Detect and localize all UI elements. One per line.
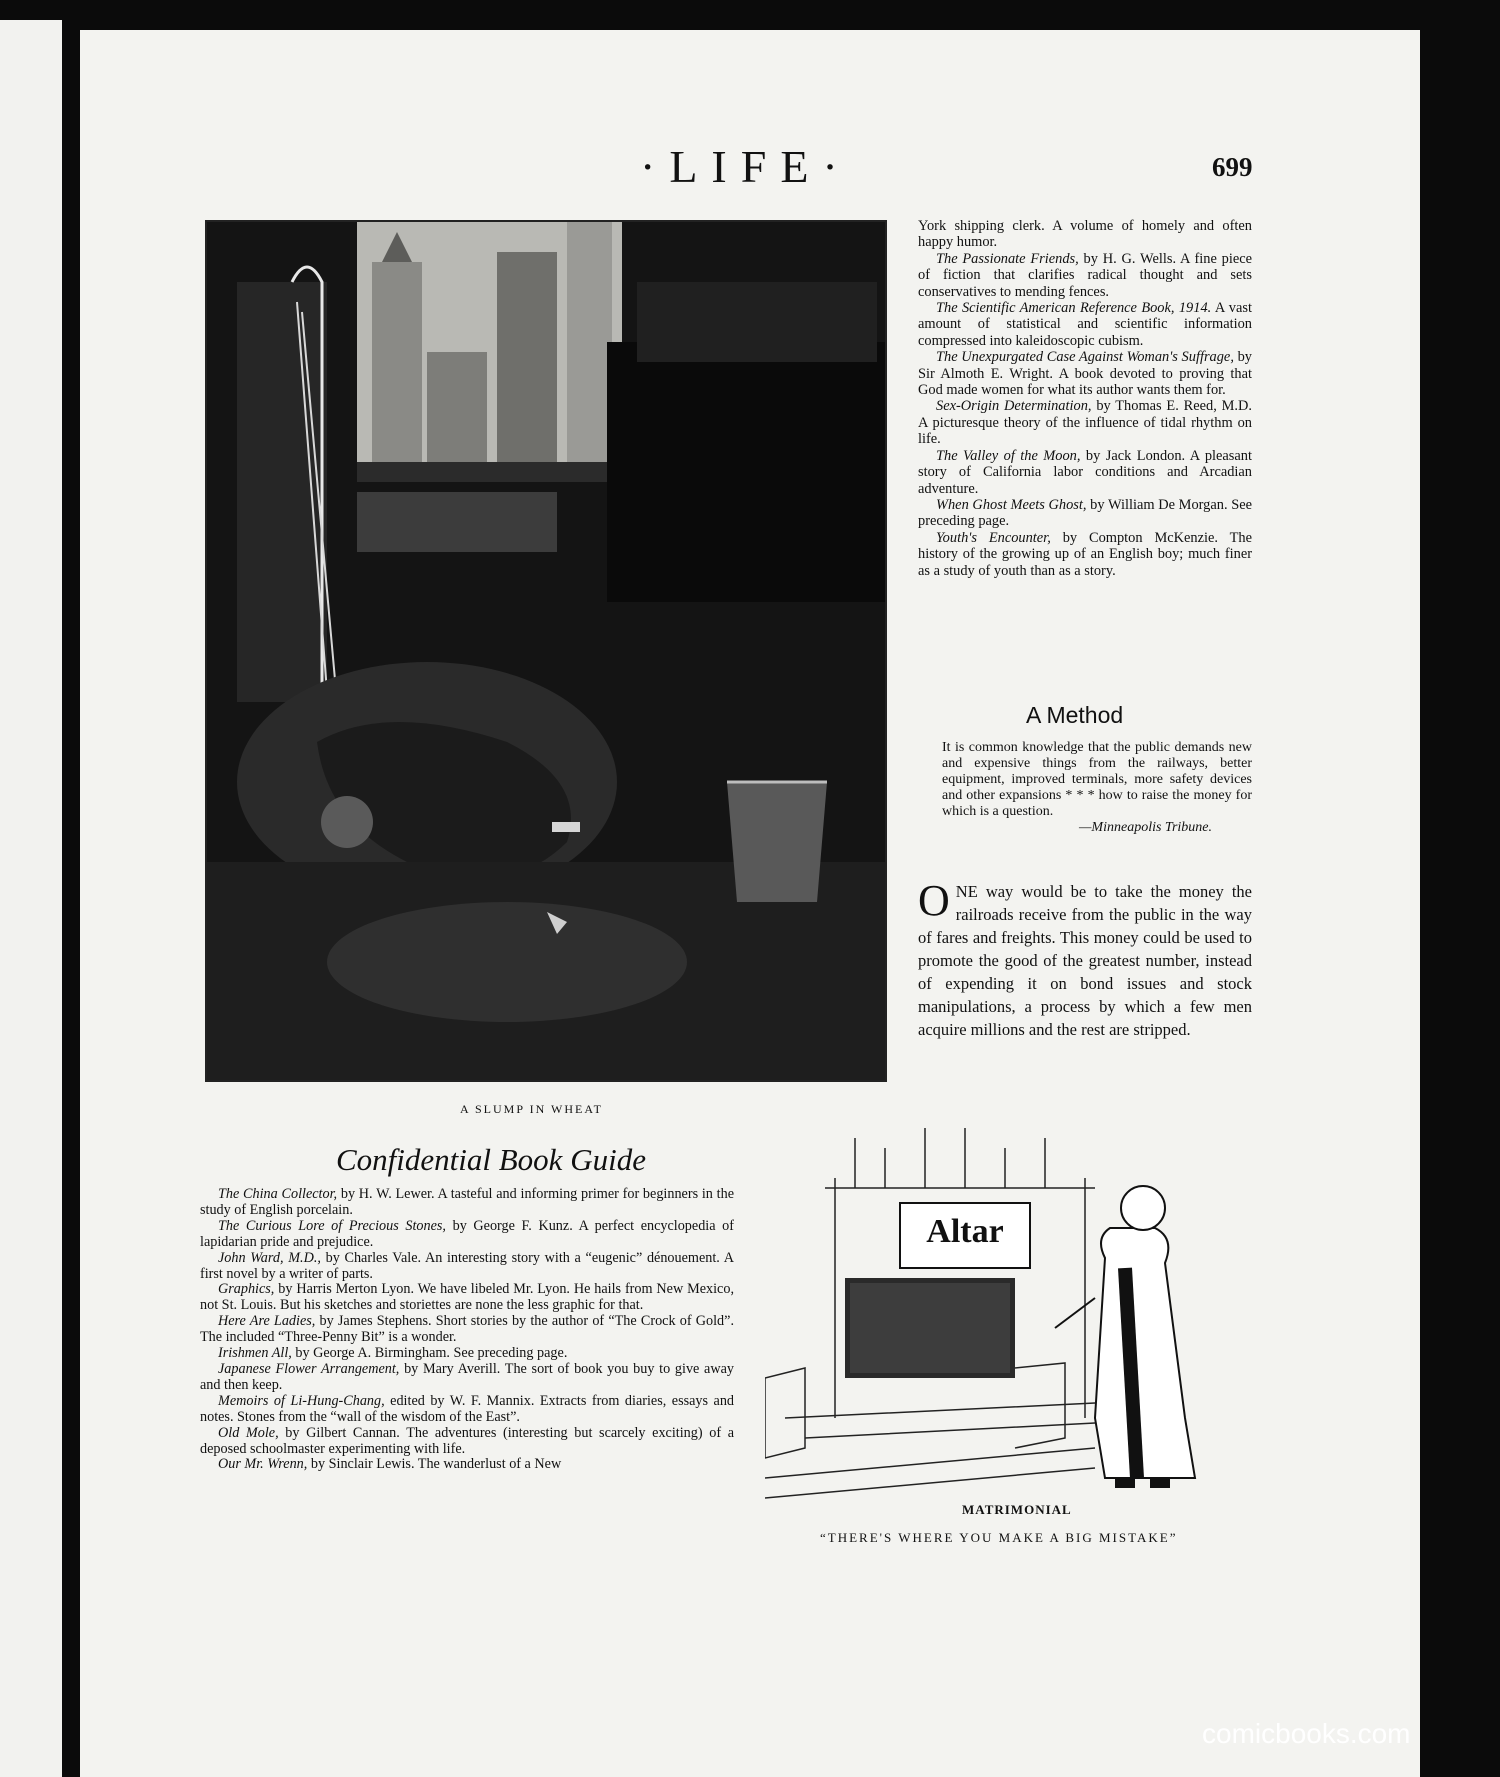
list-item: Youth's Encounter, by Compton McKenzie. The history of the growing up of an English boy; much finer as a study of youth than as a story. [918, 529, 1252, 579]
list-item: Irishmen All, by George A. Birmingham. See preceding page. [218, 1345, 568, 1362]
right-column-book-list [918, 218, 1252, 579]
list-item: The Valley of the Moon, by Jack London. A pleasant story of California labor conditions and Arcadian adventure. [918, 447, 1252, 497]
quote-text: It is common knowledge that the public demands new and expensive things from the railways, better equipment, improved terminals, more safety devices and other expansions * * * how to raise the money for which is a question. [942, 740, 1252, 819]
illustration-drawing [207, 222, 885, 1080]
list-item: The China Collector, by H. W. Lewer. A tasteful and informing primer for beginners in the study of English porcelain. [200, 1186, 735, 1218]
cartoon-caption-quote: “THERE'S WHERE YOU MAKE A BIG MISTAKE” [820, 1530, 1178, 1545]
cartoon-drawing [765, 1118, 1255, 1520]
masthead-title: ·LIFE· [640, 141, 852, 192]
list-item: The Curious Lore of Precious Stones, by George F. Kunz. A perfect encyclopedia of lapidarian pride and prejudice. [200, 1217, 734, 1250]
list-item: The Passionate Friends, by H. G. Wells. A fine piece of fiction that clarifies radical thought and sets conservatives to mending fences. [918, 250, 1252, 300]
list-item: Graphics, by Harris Merton Lyon. We have libeled Mr. Lyon. He hails from New Mexico, not St. Louis. But his sketches and storiettes are none the less graphic for that. [200, 1281, 734, 1314]
quote-source: —Minneapolis Tribune. [1078, 820, 1212, 835]
list-item: Memoirs of Li-Hung-Chang, edited by W. F. Mannix. Extracts from diaries, essays and notes. Stones from the “wall of the wisdom of the East”. [200, 1392, 735, 1425]
drop-cap: O [918, 876, 950, 925]
illustration-slump-in-wheat [205, 220, 887, 1082]
page-number: 699 [1212, 152, 1253, 182]
list-item: Sex-Origin Determination, by Thomas E. Reed, M.D. A picturesque theory of the influence of tidal rhythm on life. [918, 398, 1252, 448]
list-item: John Ward, M.D., by Charles Vale. An interesting story with a “eugenic” dénouement. A first novel by a writer of parts. [200, 1249, 734, 1282]
method-quote [942, 740, 1252, 836]
altar-sign: Altar [926, 1213, 1004, 1250]
book-guide-heading: Confidential Book Guide [336, 1142, 646, 1177]
cartoon-matrimonial [765, 1118, 1255, 1520]
list-item: Japanese Flower Arrangement, by Mary Averill. The sort of book you buy to give away and then keep. [200, 1360, 734, 1393]
list-item: When Ghost Meets Ghost, by William De Morgan. See preceding page. [918, 496, 1253, 530]
method-body-text: NE way would be to take the money the railroads receive from the public in the way of fares and freights. This money could be used to promote the good of the greatest number, instead of expending it on bond issues and stock manipulations, a process by which a few men acquire millions and the rest are stripped. [918, 882, 1252, 1039]
method-body [918, 876, 1252, 1041]
watermark: comicbooks.com [1202, 1718, 1411, 1749]
list-item: Our Mr. Wrenn, by Sinclair Lewis. The wanderlust of a New [218, 1456, 562, 1473]
method-heading: A Method [1026, 702, 1124, 728]
book-guide-list [200, 1187, 734, 1473]
cartoon-caption-title: MATRIMONIAL [962, 1502, 1072, 1517]
list-item: Old Mole, by Gilbert Cannan. The adventures (interesting but scarcely exciting) of a deposed schoolmaster experimenting with life. [200, 1424, 734, 1457]
list-item: Here Are Ladies, by James Stephens. Short stories by the author of “The Crock of Gold”. The included “Three-Penny Bit” is a wonder. [200, 1313, 734, 1346]
facing-page-edge [0, 20, 62, 1777]
list-item: The Scientific American Reference Book, 1914. A vast amount of statistical and scientific information compressed into kaleidoscopic cubism. [918, 300, 1252, 349]
list-item: York shipping clerk. A volume of homely and often happy humor. [918, 218, 1252, 251]
list-item: The Unexpurgated Case Against Woman's Suffrage, by Sir Almoth E. Wright. A book devoted to proving that God made women for what its author wants them for. [918, 349, 1252, 399]
illustration-caption: A SLUMP IN WHEAT [460, 1102, 604, 1116]
